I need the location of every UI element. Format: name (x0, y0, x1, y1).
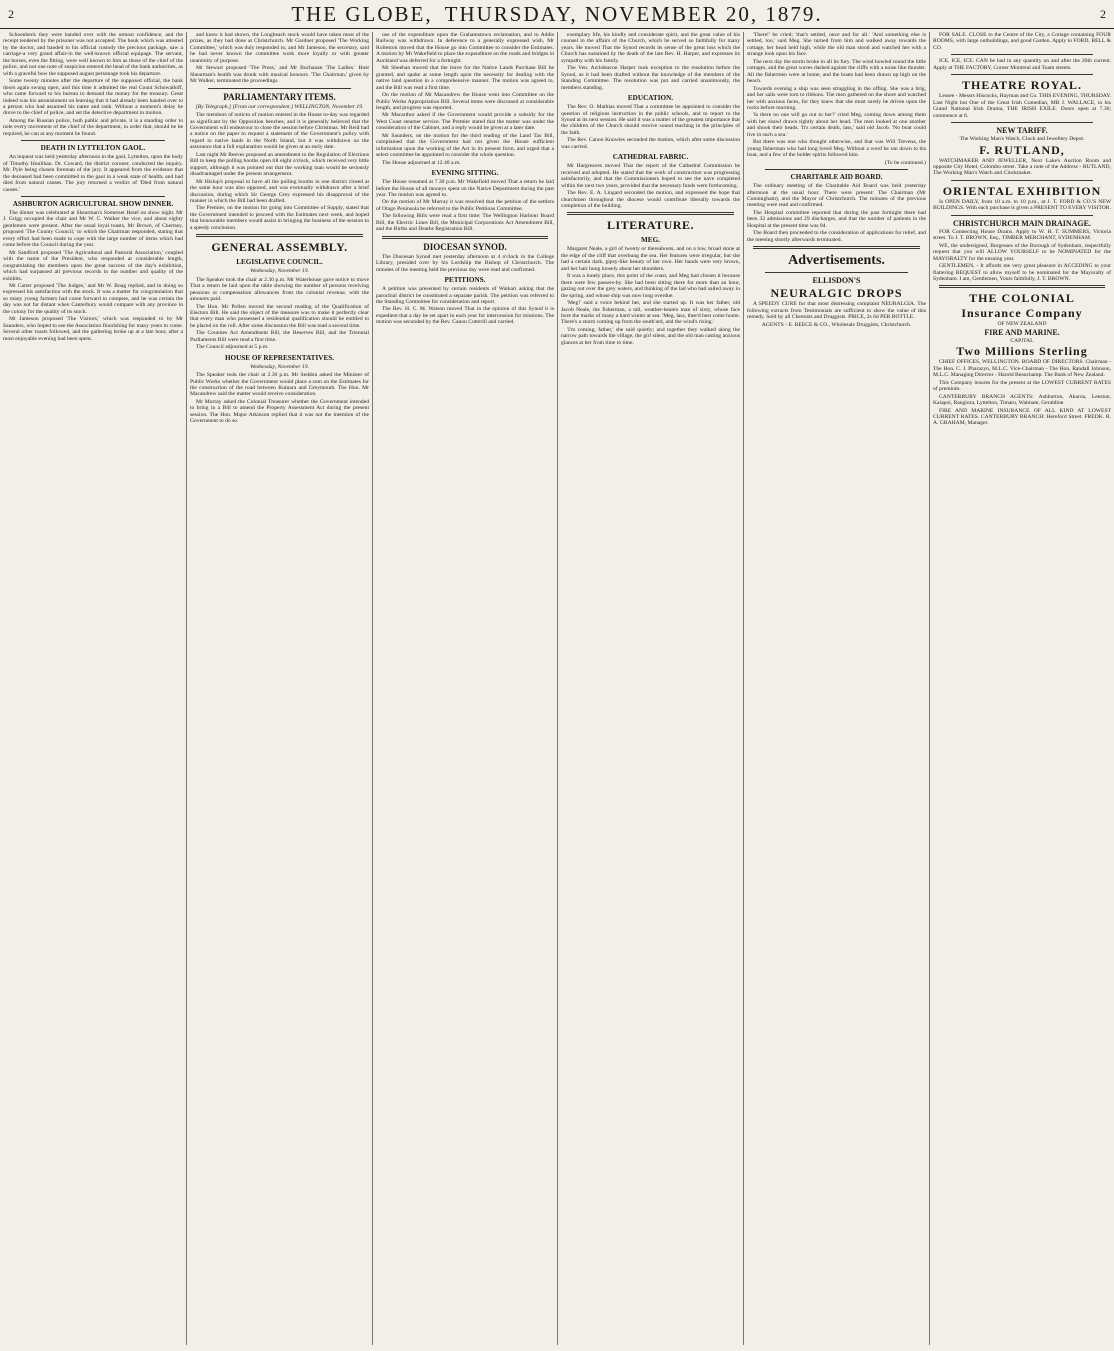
ad-capital-label: CAPITAL (1010, 337, 1034, 344)
column-1 (0, 32, 186, 1345)
ad-theatre-royal (933, 78, 1111, 119)
subhead-evening-sitting: EVENING SITTING. (431, 169, 499, 178)
article-paragraph: The Rev. O. Mathias moved That a committee be appointed to consider the question of religious instruction in the public schools, and to report to the Synod at its next session. He said it was a matter of the greatest importance that the children of the Church should receive sound teaching in the principles of the faith. (561, 104, 740, 136)
ad-body: The Working Man's Watch, Clock and Jewellery Depot. (959, 136, 1085, 143)
ad-new-tariff (933, 126, 1111, 177)
divider (21, 196, 165, 197)
article-paragraph: 'There!' he cried; 'that's settled, once and for all.' 'And something else is settled, too,' said Meg. She turned from him and walked away towards the cottage, her head held high, while the old man stood and watched her with a strange look upon his face. (747, 32, 926, 58)
column-4 (557, 32, 743, 1345)
ad-body: WE, the undersigned, Burgesses of the Borough of Sydenham, respectfully request that you will ALLOW YOURSELF to be NOMINATED for the MAYORALTY for the ensuing year. (933, 242, 1111, 262)
article-paragraph: It was a lonely place, this point of the coast, and Meg had chosen it because there were few passers-by. She had been sitting there for more than an hour, gazing out over the grey waters, and thinking of the lad who had sailed away in the spring, and whose ship was now long overdue. (561, 273, 740, 299)
to-be-continued: (To be continued.) (884, 159, 926, 166)
ad-body: GENTLEMEN, - It affords me very great pleasure in ACCEDING to your flattering REQUEST to allow myself to be nominated for the Mayoralty of Sydenham. I am, Gentlemen, Yours faithfully, J. T. BROWN. (933, 263, 1111, 282)
advertisements-heading: Advertisements. (788, 253, 885, 269)
double-divider (753, 246, 920, 249)
ad-title: NEURALGIC DROPS (770, 286, 903, 301)
article-paragraph: Mr Saunders, on the motion for the third reading of the Land Tax Bill, complained that the Government had not given the House sufficient information upon the working of the Act in its present form, and urged that a select committee be appointed to consider the whole question. (376, 132, 554, 159)
article-paragraph: On the motion of Mr Murray it was resolved that the petition of the settlers of Otago Peninsula be referred to the Public Petitions Committee. (376, 199, 554, 212)
ad-body: WATCHMAKER AND JEWELLER, Next Lake's Auction Room and opposite City Hotel, Colombo street. Take a note of the Address - RUTLAND, The Working Man's Watch and Clockmaker. (933, 157, 1111, 177)
double-divider (196, 234, 363, 237)
column-3 (372, 32, 557, 1345)
divider (951, 215, 1093, 216)
headline-show-dinner: ASHBURTON AGRICULTURAL SHOW DINNER. (12, 199, 174, 208)
ad-main-drainage (933, 219, 1111, 283)
ad-body: CHIEF OFFICES, WELLINGTON. BOARD OF DIRECTORS. Chairman - The Hon. C. J. Pharazyn, M.L.C. Vice-Chairman - The Hon. Randall Johnson, M.L.C. Managing Director - Harold Beauchamp. The Bank of New Zealand. (933, 359, 1111, 379)
article-paragraph: But there was one who thought otherwise, and that was Will Trevena, the young fisherman who had long loved Meg. Without a word he ran down to his boat, and a few of the bolder spirits followed him. (747, 139, 926, 159)
article-paragraph: Mr Jameson proposed 'The Visitors,' which was responded to by Mr Saunders, who hoped to see the Association flourishing for many years to come. Several other toasts followed, and the gathering broke up at a late hour, after a most enjoyable evening had been spent. (3, 316, 183, 342)
article-paragraph: The Ven. Archdeacon Harper took exception to the resolution before the Synod, as it had been drafted without the knowledge of the members of the Standing Committee. The resolution was put and carried unanimously, the members standing. (561, 65, 740, 91)
ad-subtitle: FIRE AND MARINE. (984, 327, 1060, 337)
article-paragraph: Mr Hargreaves moved That the report of the Cathedral Commission be received and adopted. He stated that the work of construction was progressing satisfactorily, and that the Commissioners hoped to see the nave completed within the next two years, provided that the necessary funds were forthcoming. (561, 163, 740, 189)
article-paragraph: The following Bills were read a first time: The Wellington Harbour Board Bill, the Electric Lines Bill, the Municipal Corporations Act Amendment Bill, and the Births and Deaths Registration Bill. (376, 213, 554, 233)
divider (765, 272, 908, 273)
headline-general-assembly: GENERAL ASSEMBLY. (211, 240, 348, 255)
page-number-left: 2 (8, 7, 14, 21)
divider (951, 180, 1093, 181)
ad-neuralgic-drops (747, 276, 926, 328)
article-paragraph: exemplary life, his kindly and considerate spirit, and the great value of his counsel in the affairs of the Church, which he served so faithfully for many years. He moved That the Synod records its sense of the great loss which the Church has sustained by the death of the late Rev. H. Harper, and expresses its sympathy with his family. (561, 32, 740, 64)
article-paragraph: The Council adjourned at 5 p.m. (196, 344, 269, 351)
ad-brand: ELLISDON'S (812, 276, 861, 286)
article-paragraph: 'I'm coming, father,' she said quietly; and together they walked along the narrow path towards the village, the girl silent, and the old man casting anxious glances at her from time to time. (561, 326, 740, 346)
divider (208, 88, 351, 89)
article-paragraph: Mr Macarthur asked if the Government would provide a subsidy for the West Coast steamer service. The Premier stated that the matter was under the consideration of the Cabinet, and a reply would be given at a later date. (376, 112, 554, 132)
ad-body: FIRE AND MARINE INSURANCE OF ALL KIND AT LOWEST CURRENT RATES. CANTERBURY BRANCH: Hereford Street. FREDK. R. A. GRAHAM, Manager. (933, 407, 1111, 427)
headline-charitable-aid-board: CHARITABLE AID BOARD. (790, 173, 883, 182)
column-5 (743, 32, 929, 1345)
ad-for-sale (933, 32, 1111, 51)
headline-diocesan-synod: DIOCESAN SYNOD. (423, 241, 507, 252)
headline-death-in-gaol: DEATH IN LYTTELTON GAOL. (40, 144, 146, 153)
ad-title: CHRISTCHURCH MAIN DRAINAGE. (952, 218, 1091, 228)
newspaper-title: THE GLOBE, (291, 2, 433, 26)
ad-title: THEATRE ROYAL. (961, 78, 1083, 93)
ad-body: This Company insures for the present at the LOWEST CURRENT RATES of premium. (933, 379, 1111, 393)
double-divider (939, 285, 1105, 288)
article-paragraph: The House resumed at 7.30 p.m. Mr Wakefield moved That a return be laid before the House of all moneys spent on the Native Department during the past year. The motion was agreed to. (376, 179, 554, 198)
divider (951, 74, 1093, 75)
dateline: Wednesday, November 19. (250, 363, 309, 370)
article-paragraph: Mr Stewart proposed 'The Press,' and Mr Buchanan 'The Ladies.' Host Shearman's health was drunk with musical honours. 'The Chairman,' given by Mr Walker, terminated the proceedings. (190, 65, 369, 85)
divider (765, 169, 908, 170)
subhead-petitions: PETITIONS. (444, 276, 486, 285)
ad-title: F. RUTLAND, (979, 142, 1065, 157)
subhead-legislative-council: LEGISLATIVE COUNCIL. (236, 258, 323, 267)
article-paragraph: On the motion of Mr Macandrew the House went into Committee on the Public Works Appropriation Bill. Several items were discussed at considerable length, and progress was reported. (376, 92, 554, 111)
article-paragraph: The dinner was celebrated at Shearman's Somerset Hotel on show night. Mr J. Grigg occupied the chair and Mr W. C. Walker the vice, and about eighty gentlemen were present. After the usual loyal toasts, Mr Brown, of Chertsey, proposed 'The County Council,' to which the Chairman responded, stating that every effort had been made to cope with the large number of items which had come before the Council during the year. (3, 209, 183, 249)
ad-body: CANTERBURY BRANCH AGENTS: Ashburton, Akaroa, Leeston, Kaiapoi, Rangiora, Lyttelton, Timaru, Waimate, Geraldine. (933, 393, 1111, 407)
article-paragraph: An inquest was held yesterday afternoon in the gaol, Lyttelton, upon the body of Timothy Houlihan. Dr. Coward, the district coroner, conducted the inquiry. Mr. Pyle being chosen foreman of the jury. It appeared from the evidence that the deceased had been committed to the gaol in a weak state of health, and had died from natural causes. The jury returned a verdict of 'Died from natural causes.' (3, 154, 183, 193)
article-paragraph: Schoenbeck they were handed over with the utmost confidence, and the receipt tendered by the prisoner was not accepted. The book which was attested by the doctor, and handed to his official custody the precious package, saw a carriage-a very grand affair-in the well-known official equipage. The servant, the horses, even the fitting, were well known to him as those of the chief of the police, and not one note of suspicion entered the head of the bank authorities, as with a graceful bow the supposed august personage took his departure. (3, 32, 183, 77)
article-paragraph: The Diocesan Synod met yesterday afternoon at 4 o'clock in the College Library, presided over by his Lordship the Bishop of Christchurch. The minutes of the meeting held the previous day were read and confirmed. (376, 253, 554, 273)
article-paragraph: The House adjourned at 12.40 a.m. (382, 159, 461, 166)
ad-body: Is OPEN DAILY, from 10 a.m. to 10 p.m., at J. T. FORD & CO.'S NEW BUILDINGS. With each purchase is given a PRESENT TO EVERY VISITOR. (933, 198, 1111, 212)
article-paragraph: The next day the storm broke in all its fury. The wind howled round the little cottages, and the great waves dashed against the cliffs with a noise like thunder. All the fishermen were at home, and the boats had been drawn up high on the beach. (747, 58, 926, 85)
double-divider (382, 236, 548, 239)
dateline: [By Telegraph.] [From our correspondent.] WELLINGTON, November 19. (195, 103, 364, 110)
article-paragraph: use of the expenditure upon the Grahamstown reclamation, and to Addis Railway was withdrawn. In deference to a generally expressed wish, Mr Rolleston moved that the House go into Committee to consider the Estimates. A motion by Mr Wakefield to place the expenditure on the roads and bridges in Auckland was deferred for a fortnight. (376, 32, 554, 64)
ad-body: ICE, ICE, ICE. CAN be had in any quantity on and after the 20th current. Apply at THE FACTORY, Corner Montreal and Tuam streets. (933, 58, 1111, 71)
double-divider (567, 212, 734, 215)
article-paragraph: The members of notices of motion entered in the House to-day was regarded as significant by the Opposition benches, and it is generally believed that the Government will endeavour to close the session before Christmas. Mr Reid had a notice on the paper to request a statement of the Government's policy with regard to native lands in the North Island, but it was withdrawn on the assurance that a full explanation would be given at an early date. (190, 112, 369, 151)
ad-title: Insurance Company (961, 306, 1083, 321)
ad-agents: AGENTS - E. REECE & CO., Wholesale Druggists, Christchurch. (761, 321, 912, 328)
article-paragraph: The Speaker took the chair at 2.30 p.m. Mr Waterhouse gave notice to move That a return be laid upon the table showing the number of persons receiving pensions or compensation allowances from the colonial revenue, with the amounts paid. (190, 276, 369, 303)
masthead (0, 0, 1114, 29)
article-paragraph: 'Meg!' said a voice behind her, and she started up. It was her father, old Jacob Neale, the fisherman, a tall, weather-beaten man of sixty, whose face bore the marks of many a hard winter at sea. 'Meg, lass, thee'd best come home. There's a storm coming up from the south'ard, and the wind's rising.' (561, 300, 740, 326)
ad-body: FOR Connecting House Drains. Apply to W. H. T. SUMMERS, Victoria street. To J. T. BROWN, Esq., TIMBER MERCHANT, SYDENHAM. (933, 228, 1111, 242)
article-paragraph: The Speaker took the chair at 2.30 p.m. Mr Seddon asked the Minister of Public Works whether the Government would place a sum on the Estimates for the construction of the road between Kumara and Greymouth. The Hon. Mr Macandrew said the matter would receive consideration. (190, 372, 369, 398)
article-paragraph: Mr Carter proposed 'The Judges,' and Mr W. Boag replied, and in doing so expressed his satisfaction with the stock. It was a matter for congratulation that so many young farmers had come forward to compete, and he was certain the day was not far distant when Canterbury would compare with any province in the colony for the quality of its stock. (3, 282, 183, 315)
ad-oriental-exhibition (933, 184, 1111, 212)
article-paragraph: A petition was presented by certain residents of Waikari asking that the parochial district be constituted a separate parish. The petition was referred to the Standing Committee for consideration and report. (376, 286, 554, 305)
article-paragraph: 'Is there no one will go out to her?' cried Meg, coming down among them with her shawl drawn tightly about her head. The men looked at one another and shook their heads. 'It's certain death, lass,' said old Jacob. 'No boat could live in such a sea.' (747, 112, 926, 138)
ad-title: THE COLONIAL (969, 291, 1075, 306)
ad-title: ORIENTAL EXHIBITION (942, 183, 1102, 198)
article-paragraph: Among the Russian police, both public and private, it is a standing order to note every movement of the chief of the department, in order that, should he be required, he can at any moment be found. (3, 117, 183, 137)
issue-date: THURSDAY, NOVEMBER 20, 1879. (444, 2, 823, 26)
divider (21, 140, 165, 141)
article-paragraph: The Hospital committee reported that during the past fortnight there had been 32 admissions and 29 discharges, and that the number of patients in the Hospital at the present time was 84. (747, 209, 926, 229)
article-paragraph: The Board then proceeded to the consideration of applications for relief, and the meeting shortly afterwards terminated. (747, 230, 926, 243)
column-2 (186, 32, 372, 1345)
ad-capital-amount: Two Millions Sterling (956, 344, 1088, 359)
subhead-education: EDUCATION. (627, 94, 674, 103)
article-paragraph: The Rev. E. A. Lingard seconded the motion, and expressed the hope that churchmen throughout the diocese would contribute liberally towards the completion of the building. (561, 190, 740, 209)
divider (951, 122, 1093, 123)
article-paragraph: and knew it had shown, the Longbeach stock would have taken most of the prizes, as they had done at Christchurch. Mr Gardner proposed 'The Working Committee,' which was duly responded to, and Mr Jameson, the secretary, said he had never known the committee work more loyally or with greater unanimity of purpose. (190, 32, 369, 64)
ad-colonial-insurance (933, 291, 1111, 426)
ad-subtitle: OF NEW ZEALAND (997, 321, 1047, 328)
article-paragraph: Last night Mr Reeves proposed an amendment to the Regulation of Elections Bill to keep the polling booths open till eight o'clock, which received very little support, although it was pointed out that the working man would be seriously disadvantaged under the present arrangement. (190, 151, 369, 178)
ad-title: NEW TARIFF. (996, 126, 1048, 136)
article-paragraph: Towards evening a ship was seen struggling in the offing. She was a brig, and her sails were torn to ribbons. The men gathered on the shore and watched her with anxious faces, for they knew that she must surely be driven upon the rocks before morning. (747, 85, 926, 111)
article-paragraph: Mr Hislop's proposal to have all the polling booths in one district closed at the same hour was also opposed, and was eventually withdrawn after a brief discussion, during which Sir George Grey expressed his disapproval of the manner in which the Bill had been drafted. (190, 178, 369, 204)
column-6 (929, 32, 1114, 1345)
subhead-cathedral-fabric: CATHEDRAL FABRIC. (612, 153, 689, 162)
article-paragraph: Mr Sandford proposed 'The Agricultural and Pastoral Association,' coupled with the name of the President, who responded at considerable length, congratulating the members upon the great success of the day's exhibition, which had surpassed all previous records in the number and quality of the exhibits. (3, 249, 183, 282)
divider (951, 54, 1093, 55)
article-paragraph: Mr Murray asked the Colonial Treasurer whether the Government intended to bring in a Bill to amend the Property Assessment Act during the present session. The Hon. Major Atkinson replied that it was not the intention of the Government to do so. (190, 398, 369, 425)
headline-literature: LITERATURE. (607, 218, 694, 233)
headline-parliamentary-items: PARLIAMENTARY ITEMS. (223, 91, 336, 102)
article-paragraph: The Counties Act Amendment Bill, the Reserves Bill, and the Triennial Parliaments Bill were read a first time. (190, 330, 369, 343)
page-number-right: 2 (1100, 7, 1106, 21)
article-paragraph: Some twenty minutes after the departure of the supposed official, the bank doors again swung open, and this time it admitted the real Count Schowalloff, who came forward to his bureau to demand the money for the treasury. Great indeed was his astonishment on learning that it had already been handed over to a person who had assumed his name and rank. Without a moment's delay he drove to the chief of police, and set the detective department in motion. (3, 78, 183, 117)
article-paragraph: Mr Sheehan moved that the leave for the Native Lands Purchase Bill be granted, and spoke at some length upon the necessity for dealing with the native land question in a comprehensive manner. The motion was agreed to, and the Bill was read a first time. (376, 65, 554, 91)
subhead-house-of-representatives: HOUSE OF REPRESENTATIVES. (224, 353, 335, 362)
ad-body: A SPEEDY CURE for that most distressing complaint NEURALGIA. The following extracts from Testimonials are sufficient to show the value of this remedy. Sold by all Chemists and Druggists. PRICE, 2s 6d PER BOTTLE. (747, 301, 926, 321)
dateline: Wednesday, November 19. (250, 268, 309, 275)
article-paragraph: The Premier, on the motion for going into Committee of Supply, stated that the Government intended to proceed with the Estimates next week, and hoped that honourable members would assist in bringing the business of the session to a speedy conclusion. (190, 205, 369, 231)
article-paragraph: The ordinary meeting of the Charitable Aid Board was held yesterday afternoon at the usual hour. There were present: The Chairman (Mr Cunningham), and the Mayor of Christchurch. The minutes of the previous meeting were read and confirmed. (747, 183, 926, 209)
ad-body: Lessee - Messrs Hiscocks, Hayman and Co. THIS EVENING, THURSDAY. Last Night but One of the Great Irish Comedian, MR J. WALLACE, in his Grand National Irish Drama, THE IRISH EXILE. Doors open at 7.30; commence at 8. (933, 93, 1111, 119)
article-paragraph: The Hon. Mr Pollen moved the second reading of the Qualification of Electors Bill. He said the object of the measure was to make it perfectly clear that every man who possessed a residential qualification should be entitled to be placed on the roll. After some discussion the Bill was read a second time. (190, 303, 369, 329)
ad-ice (933, 58, 1111, 71)
article-paragraph: Margaret Neale, a girl of twenty or thereabouts, and on a low, broad stone at the edge of the cliff that overhung the sea. Her features were irregular, but she had a certain dark, gipsy-like beauty of her own. Her hands were very brown, and her hair hung loosely about her shoulders. (561, 246, 740, 272)
article-paragraph: The Rev. H. C. M. Watson moved That in the opinion of this Synod it is expedient that a day be set apart in each year for intercession for missions. The motion was seconded by the Rev. Canon Cotterill and carried. (376, 306, 554, 326)
article-paragraph: The Rev. Canon Knowles seconded the motion, which after some discussion was carried. (561, 137, 740, 150)
ad-body: FOR SALE. CLOSE to the Centre of the City, a Cottage containing FOUR ROOMS, with large outbuildings, and good Garden. Apply to FORD, BELL & CO. (933, 32, 1111, 51)
story-title: MEG. (641, 236, 660, 245)
